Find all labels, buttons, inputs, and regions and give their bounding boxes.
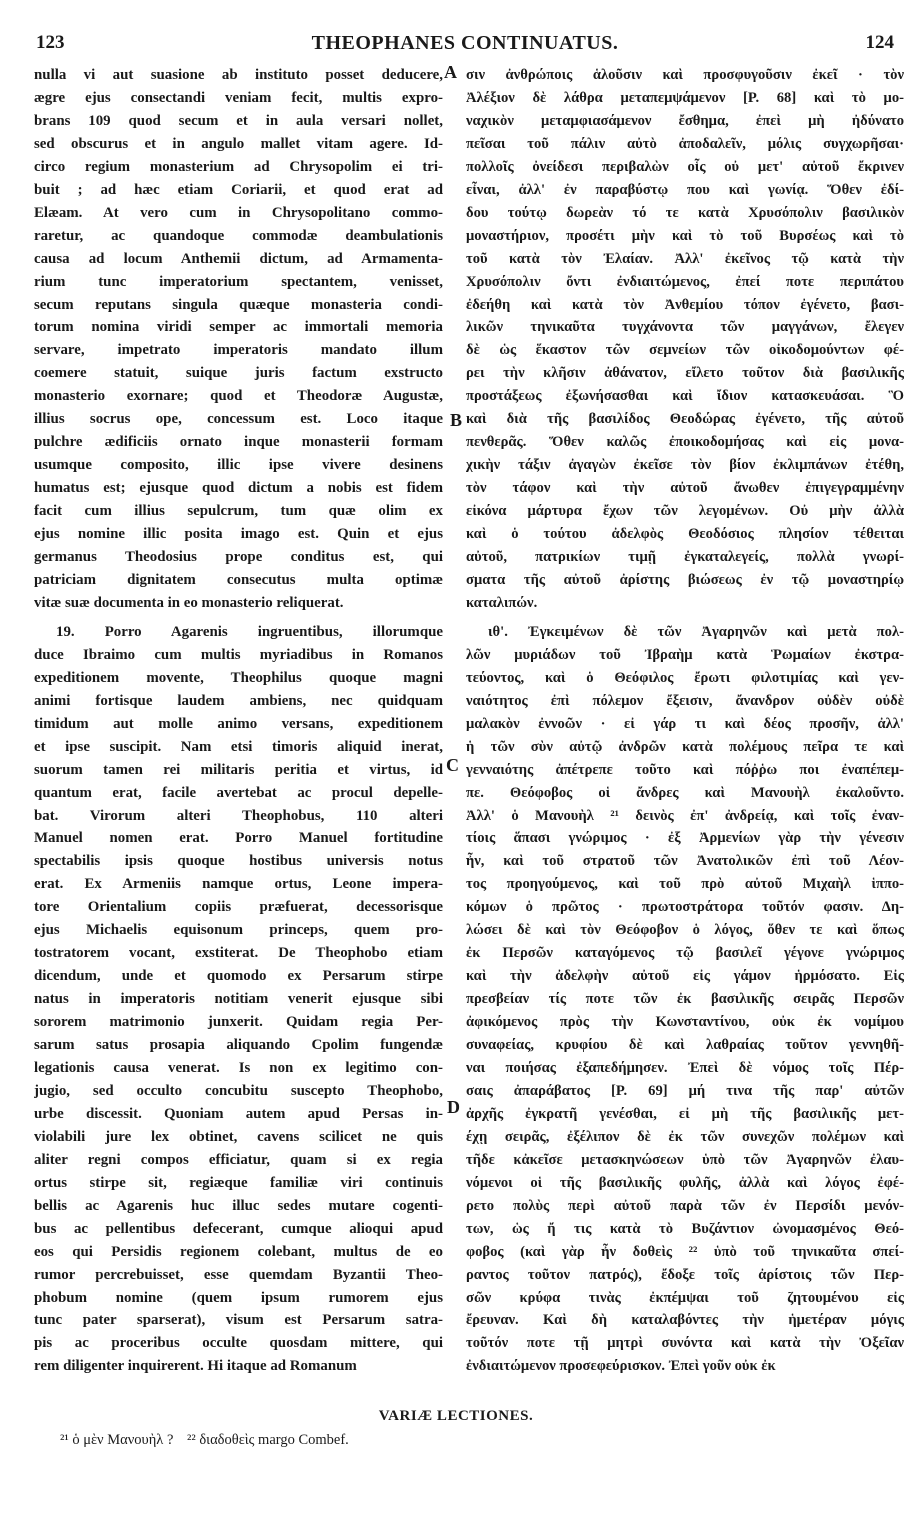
text-line: violabili jure lex obtinet, cavens scilicet ne quis <box>34 1128 443 1145</box>
text-line: expeditionem movente, Theophilus quoque magni <box>34 669 443 686</box>
greek-column <box>466 64 904 1378</box>
text-line: bat. Virorum alteri Theophobus, 110 alteri <box>34 807 443 824</box>
text-line: servare, impetrato imperatoris mandato illum <box>34 342 443 359</box>
text-line: rem diligenter inquirerent. Hi itaque ad Romanum <box>34 1358 357 1375</box>
text-line: Χρυσόπολιν ὄντι ἐνδιαιτώμενος, ἐπεί ποτε περιπάτου <box>466 273 904 290</box>
text-line: μαλακὸν ἐννοῶν · εἰ γάρ τι καὶ δέος προσῆν, ἀλλ' <box>466 715 904 732</box>
page-number-right: 124 <box>865 32 894 53</box>
text-line: natus in imperatoris notitiam venerit ejusque sibi <box>34 991 443 1008</box>
text-line: σματα τῆς αὐτοῦ ἀρίστης βιώσεως ἐν τῷ μοναστηρίῳ <box>466 571 904 588</box>
text-line: τοῦτόν ποτε τῇ μητρὶ συνόντα καὶ κατὰ τὴν Ὀξεῖαν <box>466 1335 904 1352</box>
text-line: σῶν κρύφα τινὰς ἐκπέμψαι τοῦ ζητουμένου εἰς <box>466 1289 904 1306</box>
margin-letter-c: C <box>446 755 459 775</box>
text-line: rumor percrebuisset, esse quemdam Byzantii Theo- <box>34 1266 443 1283</box>
text-line: tunc pater sparserat), visum est Persarum satra- <box>34 1312 443 1329</box>
text-line: μοναστήριον, προσέτι μὴν καὶ τὸ τοῦ Βυρσέως καὶ τὸ <box>466 227 904 244</box>
text-line: δου τούτῳ δωρεὰν τό τε κατὰ Χρυσόπολιν βασιλικὸν <box>466 204 904 221</box>
text-line: facit cum illius sepulcrum, tum quæ olim ex <box>34 503 443 520</box>
footnotes <box>60 1432 359 1449</box>
text-line: spectabilis ipsis quoque hostibus universis notus <box>34 853 443 870</box>
text-line: Ἀλλ' ὁ Μανουὴλ ²¹ δεινὸς ἐπ' ἀνδρείᾳ, καὶ τοῖς ἐναν- <box>466 807 904 824</box>
text-line: causa ad locum Anthemii dictum, ad Armamenta- <box>34 250 443 267</box>
text-line: Ἀλέξιον δὲ λάθρα μεταπεμψάμενον [P. 68] καὶ τὸ μο- <box>466 89 904 106</box>
text-line: πενθερᾶς. Ὅθεν καλῶς ἐποικοδομήσας καὶ εἰς μονα- <box>466 434 904 451</box>
text-line: monasterio exornare; quod et Theodoræ Augustæ, <box>34 388 443 405</box>
text-line: ναι ποιήσας ἐξαπεδήμησεν. Ἐπεὶ δὲ νόμος τοῖς Πέρ- <box>466 1059 904 1076</box>
text-line: ἀφικόμενος πρὸς τὴν Κωνσταντίνου, οὐκ ἐκ νομίμου <box>466 1014 904 1031</box>
text-line: καὶ τὴν ἀδελφὴν αὐτοῦ εἰς γάμον ἡρμόσατο. Εἰς <box>466 968 904 985</box>
text-line: erat. Ex Armeniis namque ortus, Leone impera- <box>34 876 443 893</box>
text-line: sarum satus prosapia aliquando Cpolim fungendæ <box>34 1037 443 1054</box>
text-line: εἰκόνα μάρτυρα ἔχων τῶν λεγομένων. Οὐ μὴν ἀλλὰ <box>466 503 904 520</box>
text-line: φοβος (καὶ γὰρ ἦν δοθεὶς ²² ὑπὸ τοῦ τηνικαῦτα σπεί- <box>466 1243 904 1260</box>
text-line: ἔρευναν. Καὶ δὴ καταλαβόντες τὴν ἡμετέραν μόγις <box>466 1312 904 1329</box>
text-line: sororem matrimonio junxerit. Quidam regia Per- <box>34 1014 443 1031</box>
text-line: πολλοῖς ὀνείδεσι περιβαλὼν οἷς οὐ μετ' αὐτοῦ ἔκρινεν <box>466 158 904 175</box>
text-line: eos qui Persidis regionem colebant, multus de eo <box>34 1243 443 1260</box>
text-line: ἐκ Περσῶν καταγόμενος τῷ βασιλεῖ γέγονε γνώριμος <box>466 945 904 962</box>
text-line: λῶν μυριάδων τοῦ Ἰβραὴμ κατὰ Ῥωμαίων ἐκστρα- <box>466 646 904 663</box>
text-line: έχῃ σειρᾶς, ἐξέλιπον δὲ ἐκ τῶν συνεχῶν πολέμων καὶ <box>466 1128 904 1145</box>
text-line: λώσει δὲ καὶ τὸν Θεόφοβον ὁ λόγος, ὅθεν τε καὶ ὅπως <box>466 922 904 939</box>
text-line: κόμων ὁ πρῶτος · πρωτοστράτορα τοῦτόν φασιν. Δη- <box>466 899 904 916</box>
text-line: quantum erat, facile avertebat ac procul depelle- <box>34 784 443 801</box>
text-line: τεύοντος, καὶ ὁ Θεόφιλος ἔρωτι φιλοτιμίας καὶ γεν- <box>466 669 904 686</box>
text-line: ιθ'. Ἐγκειμένων δὲ τῶν Ἀγαρηνῶν καὶ μετὰ πολ- <box>488 623 904 640</box>
margin-letter-b: B <box>450 410 463 430</box>
text-line: brans 109 quod secum et in aula versari nollet, <box>34 112 443 129</box>
text-line: σιν ἀνθρώποις ἁλοῦσιν καὶ προσφυγοῦσιν ἐκεῖ · τὸν <box>466 67 904 83</box>
text-line: jugio, sed occulto concubitu suscepto Theophobo, <box>34 1082 443 1099</box>
text-line: et ipse suscipit. Nam etsi timoris aliquid inerat, <box>34 738 443 755</box>
text-line: humatus est; ejusque quod dictum a nobis est fidem <box>34 480 443 497</box>
text-line: γενναιότης ἀπέτρεπε τοῦτο καὶ πόῤῥω ποι ἐναπέπεμ- <box>466 761 904 778</box>
text-line: καὶ διὰ τῆς βασιλίδος Θεοδώρας ἐγένετο, τῆς αὐτοῦ <box>466 411 904 428</box>
variae-lectiones-heading: VARIÆ LECTIONES. <box>378 1408 534 1424</box>
text-line: illius socrus ope, concessum est. Loco itaque <box>34 411 443 428</box>
text-line: τὸν τάφον καὶ τὴν αὐτοῦ ἄνωθεν ἐπιγεγραμμένην <box>466 480 904 497</box>
text-line: nulla vi aut suasione ab instituto posset deducere, <box>34 67 443 83</box>
text-line: τοῦ κατὰ τὸν Ἐλαίαν. Ἀλλ' ἐκεῖνος τῷ κατὰ τὴν <box>466 250 904 267</box>
text-line: timidum aut molle animo versans, expeditionem <box>34 715 443 732</box>
text-line: τος προηγούμενος, καὶ τοῦ πρὸ αὐτοῦ Μιχαὴλ ἱππο- <box>466 876 904 893</box>
text-line: animi fortisque laudem ambiens, nec quidquam <box>34 692 443 709</box>
text-line: secum reputans singula quæque monasteria condi- <box>34 296 443 313</box>
text-line: bus ac pellentibus defecerant, cumque alioqui apud <box>34 1220 443 1237</box>
text-line: circo regium monasterium ad Chrysopolim ei tri- <box>34 158 443 175</box>
text-line: ναχικὸν μεταμφιασάμενον ἔσθημα, ἐπεὶ μὴ ἠδύνατο <box>466 112 904 129</box>
text-line: των, ὡς ἤ τις κατὰ τὸ Βυζάντιον ὠνομασμένος Θεό- <box>466 1220 904 1237</box>
text-line: πεῖσαι τοῦ πάλιν αὐτὸ ἀποδαλεῖν, μόλις συγχωρῆσαι· <box>466 135 904 152</box>
text-line: δὲ ὡς ἕκαστον τῶν σεμνείων τῶν οἰκοδομούντων φέ- <box>466 342 904 359</box>
text-line: ρετο πολὺς περὶ αὐτοῦ παρὰ τῶν ἐν Περσίδι μενόν- <box>466 1197 904 1214</box>
text-line: vitæ suæ documenta in eo monasterio reliquerat. <box>34 594 344 611</box>
text-line: sed obscurus et in angulo mallet vitam agere. Id- <box>34 135 443 152</box>
text-line: ἐδεήθη καὶ κατὰ τὸν Ἀνθεμίου τόπον ἐγένετο, βασι- <box>466 296 904 313</box>
text-line: σαις ἀπαράβατος [P. 69] μή τινα τῆς παρ' αὐτῶν <box>466 1082 904 1099</box>
text-line: usumque composito, illic ipse vivere desinens <box>34 457 443 474</box>
text-line: raretur, ac quandoque commodæ deambulationis <box>34 227 443 244</box>
text-line: suorum tamen rei militaris peritia et virtus, id <box>34 761 443 778</box>
text-line: tostratorem vocant, exstiterat. De Theophobo etiam <box>34 945 443 962</box>
text-line: torum nomina viridi semper ac immortali memoria <box>34 319 443 336</box>
footnote-21: ²¹ ὁ μὲν Μανουὴλ ? <box>60 1432 174 1448</box>
text-line: αὐτοῦ, πατρικίων τιμῇ ἐγκαταλεγείς, πολλὰ γνωρί- <box>466 549 904 566</box>
text-line: πε. Θεόφοβος οἱ ἄνδρες καὶ Μανουὴλ ἐκαλοῦντο. <box>466 784 904 801</box>
text-line: pulchre ædificiis ornato inque monasterii formam <box>34 434 443 451</box>
text-line: ægre ejus consectandi veniam fecit, multis expro- <box>34 89 443 106</box>
margin-letter-d: D <box>447 1097 460 1117</box>
text-line: 19. Porro Agarenis ingruentibus, illorumque <box>56 623 443 640</box>
text-line: καταλιπών. <box>466 594 538 611</box>
text-line: ἀρχῆς ἐγκρατῆ γενέσθαι, εἰ μὴ τῆς βασιλικῆς μετ- <box>466 1105 904 1122</box>
text-line: πρεσβείαν τίς ποτε τῶν ἐκ βασιλικῆς σειρᾶς Περσῶν <box>466 991 904 1008</box>
text-line: λικῶν τηνικαῦτα τυγχάνοντα τῶν μαγγάνων, ἔλεγεν <box>466 319 904 336</box>
text-line: rium tunc imperatorium spectantem, venisset, <box>34 273 443 290</box>
text-line: τῆδε κἀκεῖσε μετασκηνώσεων ὑπὸ τῶν Ἀγαρηνῶν ἐλαυ- <box>466 1151 904 1168</box>
text-line: συναφείας, κρυφίου δὲ καὶ λαθραίας τοῦτον γεννηθῆ- <box>466 1037 904 1054</box>
text-line: ejus nomine illic posita imago est. Quin et ejus <box>34 526 443 543</box>
text-line: Elæam. At vero cum in Chrysopolitano commo- <box>34 204 443 221</box>
text-line: ναιότητος ἐπὶ πόλεμον ἔξεισιν, ἄνανδρον οὐδὲν οὐδὲ <box>466 692 904 709</box>
text-line: duce Ibraimo cum multis myriadibus in Romanos <box>34 646 443 663</box>
text-line: bellis ac Agarenis huc illuc sedes mutare cogenti- <box>34 1197 443 1214</box>
footnote-22: ²² διαδοθεὶς margo Combef. <box>187 1432 349 1448</box>
text-line: legationis causa venerat. Is non ex legitimo con- <box>34 1059 443 1076</box>
text-line: patriciam dignitatem consecutus multa optimæ <box>34 571 443 588</box>
text-line: aliter regni compos efficiatur, quam si ex regia <box>34 1151 443 1168</box>
text-line: ἦν, καὶ τοῦ στρατοῦ τῶν Ἀνατολικῶν ἐπὶ τοῦ Λέον- <box>466 853 904 870</box>
text-line: εἶναι, ἀλλ' ἐν παραβύστῳ που καὶ γωνίᾳ. Ὅθεν ἐδί- <box>466 181 904 198</box>
text-line: νόμενοι οἱ τῆς βασιλικῆς φυλῆς, ἀλλὰ καὶ λόγος ἐφέ- <box>466 1174 904 1191</box>
text-line: τίοις ἅπασι γνώριμος · ἐξ Ἀρμενίων γὰρ τὴν γένεσιν <box>466 830 904 847</box>
text-line: καὶ ὁ τούτου ἀδελφὸς Θεοδόσιος πλησίον τέθειται <box>466 526 904 543</box>
margin-letter-a: A <box>444 62 457 82</box>
text-line: ρει τὴν κλῆσιν ἀθάνατον, εἴλετο τοῦτον διὰ βασιλικῆς <box>466 365 904 382</box>
text-line: germanus Theodosius prope conditus est, qui <box>34 549 443 566</box>
text-line: phobum nomine (quem ipsum rumorem ejus <box>34 1289 443 1306</box>
text-line: Manuel nomen erat. Porro Manuel fortitudine <box>34 830 443 847</box>
text-line: χικὴν τάξιν ἀγαγὼν ἐκεῖσε τὸν βίον ἐκλιμπάνων ἐτέθη, <box>466 457 904 474</box>
text-line: dicendum, unde et quomodo ex Persarum stirpe <box>34 968 443 985</box>
text-line: ejus Michaelis equisonum princeps, quem pro- <box>34 922 443 939</box>
running-header <box>36 32 894 62</box>
text-line: ραντος τοῦτον πατρός), ἔδοξε τοῖς ἀρίστοις τῶν Περ- <box>466 1266 904 1283</box>
text-line: ortus stirpe sit, regiæque familiæ viri continuis <box>34 1174 443 1191</box>
text-line: ἡ τῶν σὺν αὐτῷ ἀνδρῶν κατὰ πολέμους πεῖρα τε καὶ <box>466 738 904 755</box>
text-line: urbe discessit. Quoniam autem apud Persas in- <box>34 1105 443 1122</box>
text-line: coemere statuit, suique juris factum exstructo <box>34 365 443 382</box>
latin-column <box>34 64 443 1378</box>
text-line: tore Orientalium copiis præfuerat, decessorisque <box>34 899 443 916</box>
text-line: buit ; ad hæc etiam Coriarii, et quod erat ad <box>34 181 443 198</box>
running-title: THEOPHANES CONTINUATUS. <box>311 32 619 54</box>
text-line: προστάξεως ἐξωνήσασθαι καὶ ἴδιον κατασκευάσαι. Ὃ <box>466 388 904 405</box>
page-number-left: 123 <box>36 32 65 53</box>
text-line: ἐνδιαιτώμενον προσεφεύρισκον. Ἐπεὶ γοῦν οὐκ ἐκ <box>466 1358 776 1375</box>
text-line: pis ac proceribus occulte quosdam mittere, qui <box>34 1335 443 1352</box>
